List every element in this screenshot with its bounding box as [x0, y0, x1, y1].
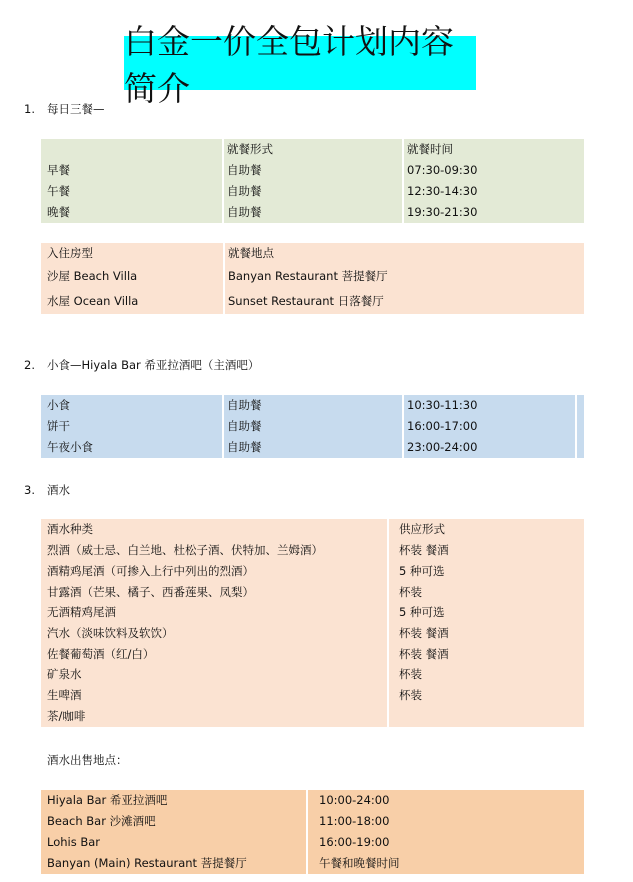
table-cell: 23:00-24:00: [407, 440, 478, 454]
table-row: [41, 706, 584, 727]
section-label: 每日三餐—: [47, 102, 105, 116]
dining-venue-table: [41, 243, 584, 314]
table-cell: 入住房型: [47, 246, 93, 260]
table-cell: 杯装 餐酒: [399, 543, 449, 557]
table-row: [41, 582, 584, 602]
table-row: [41, 811, 584, 832]
column-divider: [223, 243, 225, 314]
table-cell: 茶/咖啡: [47, 709, 86, 723]
table-cell: 自助餐: [227, 419, 262, 433]
table-row: [41, 437, 584, 458]
table-row: [41, 664, 584, 685]
table-header-row: [41, 243, 584, 264]
table-row: [41, 202, 584, 223]
section-number: 1.: [24, 102, 35, 116]
table-cell: 杯装: [399, 585, 422, 599]
table-cell: Lohis Bar: [47, 835, 101, 849]
table-cell: 10:30-11:30: [407, 398, 478, 412]
table-cell: 饼干: [47, 419, 70, 433]
table-row: [41, 395, 584, 416]
meal-times-table: [41, 139, 584, 223]
table-cell: 19:30-21:30: [407, 205, 478, 219]
table-cell: 就餐地点: [228, 246, 274, 260]
table-cell: 10:00-24:00: [319, 793, 390, 807]
table-cell: 自助餐: [227, 184, 262, 198]
table-cell: 供应形式: [399, 522, 445, 536]
table-cell: 晚餐: [47, 205, 70, 219]
table-row: [41, 685, 584, 706]
table-cell: 自助餐: [227, 440, 262, 454]
table-cell: Hiyala Bar 希亚拉酒吧: [47, 793, 168, 807]
table-cell: 杯装: [399, 688, 422, 702]
table-cell: 07:30-09:30: [407, 163, 478, 177]
table-cell: 5 种可选: [399, 605, 445, 619]
page-title: 白金一价全包计划内容简介: [124, 36, 476, 90]
column-divider: [402, 139, 404, 223]
section-label: 小食—Hiyala Bar 希亚拉酒吧（主酒吧）: [47, 358, 260, 372]
table-row: [41, 561, 584, 582]
table-row: [41, 853, 584, 874]
table-row: [41, 540, 584, 561]
table-cell: 酒水种类: [47, 522, 93, 536]
table-cell: 水屋 Ocean Villa: [47, 294, 139, 308]
section-number: 2.: [24, 358, 35, 372]
table-cell: 5 种可选: [399, 564, 445, 578]
table-cell: 沙屋 Beach Villa: [47, 269, 138, 283]
table-cell: 午夜小食: [47, 440, 93, 454]
table-header-row: [41, 519, 584, 540]
table-cell: 16:00-19:00: [319, 835, 390, 849]
table-cell: 自助餐: [227, 398, 262, 412]
column-divider: [387, 519, 389, 727]
table-cell: 自助餐: [227, 163, 262, 177]
table-cell: 酒精鸡尾酒（可掺入上行中列出的烈酒）: [47, 564, 254, 578]
table-cell: 就餐时间: [407, 142, 453, 156]
snack-table: [41, 395, 584, 458]
table-cell: 无酒精鸡尾酒: [47, 605, 116, 619]
table-cell: 就餐形式: [227, 142, 273, 156]
drinks-table: [41, 519, 584, 727]
table-cell: Banyan Restaurant 菩提餐厅: [228, 269, 388, 283]
table-row: [41, 264, 584, 289]
table-cell: 矿泉水: [47, 667, 82, 681]
table-row: [41, 644, 584, 664]
table-row: [41, 160, 584, 181]
table-cell: 午餐: [47, 184, 70, 198]
section-heading: [24, 357, 259, 373]
table-cell: 12:30-14:30: [407, 184, 478, 198]
column-divider: [222, 139, 224, 223]
table-cell: 杯装: [399, 667, 422, 681]
table-cell: Sunset Restaurant 日落餐厅: [228, 294, 384, 308]
table-cell: 汽水（淡味饮料及软饮）: [47, 626, 174, 640]
table-row: [41, 790, 584, 811]
bar-hours-table: [41, 790, 584, 874]
section-number: 3.: [24, 483, 35, 497]
column-divider: [222, 395, 224, 458]
table-cell: 佐餐葡萄酒（红/白）: [47, 647, 155, 661]
table-row: [41, 289, 584, 314]
section-heading: [24, 482, 70, 498]
section-heading: [24, 101, 105, 117]
table-cell: 烈酒（威士忌、白兰地、杜松子酒、伏特加、兰姆酒）: [47, 543, 323, 557]
table-cell: 杯装 餐酒: [399, 647, 449, 661]
column-divider: [575, 395, 577, 458]
column-divider: [402, 395, 404, 458]
table-header-row: [41, 139, 584, 160]
table-cell: 早餐: [47, 163, 70, 177]
sales-locations-label: 酒水出售地点：: [47, 753, 128, 767]
table-cell: 小食: [47, 398, 70, 412]
table-cell: 16:00-17:00: [407, 419, 478, 433]
table-row: [41, 602, 584, 623]
column-divider: [306, 790, 308, 874]
table-row: [41, 416, 584, 437]
table-cell: 杯装 餐酒: [399, 626, 449, 640]
section-label: 酒水: [47, 483, 70, 497]
table-row: [41, 623, 584, 644]
table-cell: 自助餐: [227, 205, 262, 219]
table-row: [41, 181, 584, 202]
table-row: [41, 832, 584, 853]
table-cell: 甘露酒（芒果、橘子、西番莲果、凤梨）: [47, 585, 254, 599]
table-cell: Beach Bar 沙滩酒吧: [47, 814, 156, 828]
table-cell: 生啤酒: [47, 688, 82, 702]
table-cell: Banyan (Main) Restaurant 菩提餐厅: [47, 856, 247, 870]
table-cell: 午餐和晚餐时间: [319, 856, 400, 870]
table-cell: 11:00-18:00: [319, 814, 390, 828]
